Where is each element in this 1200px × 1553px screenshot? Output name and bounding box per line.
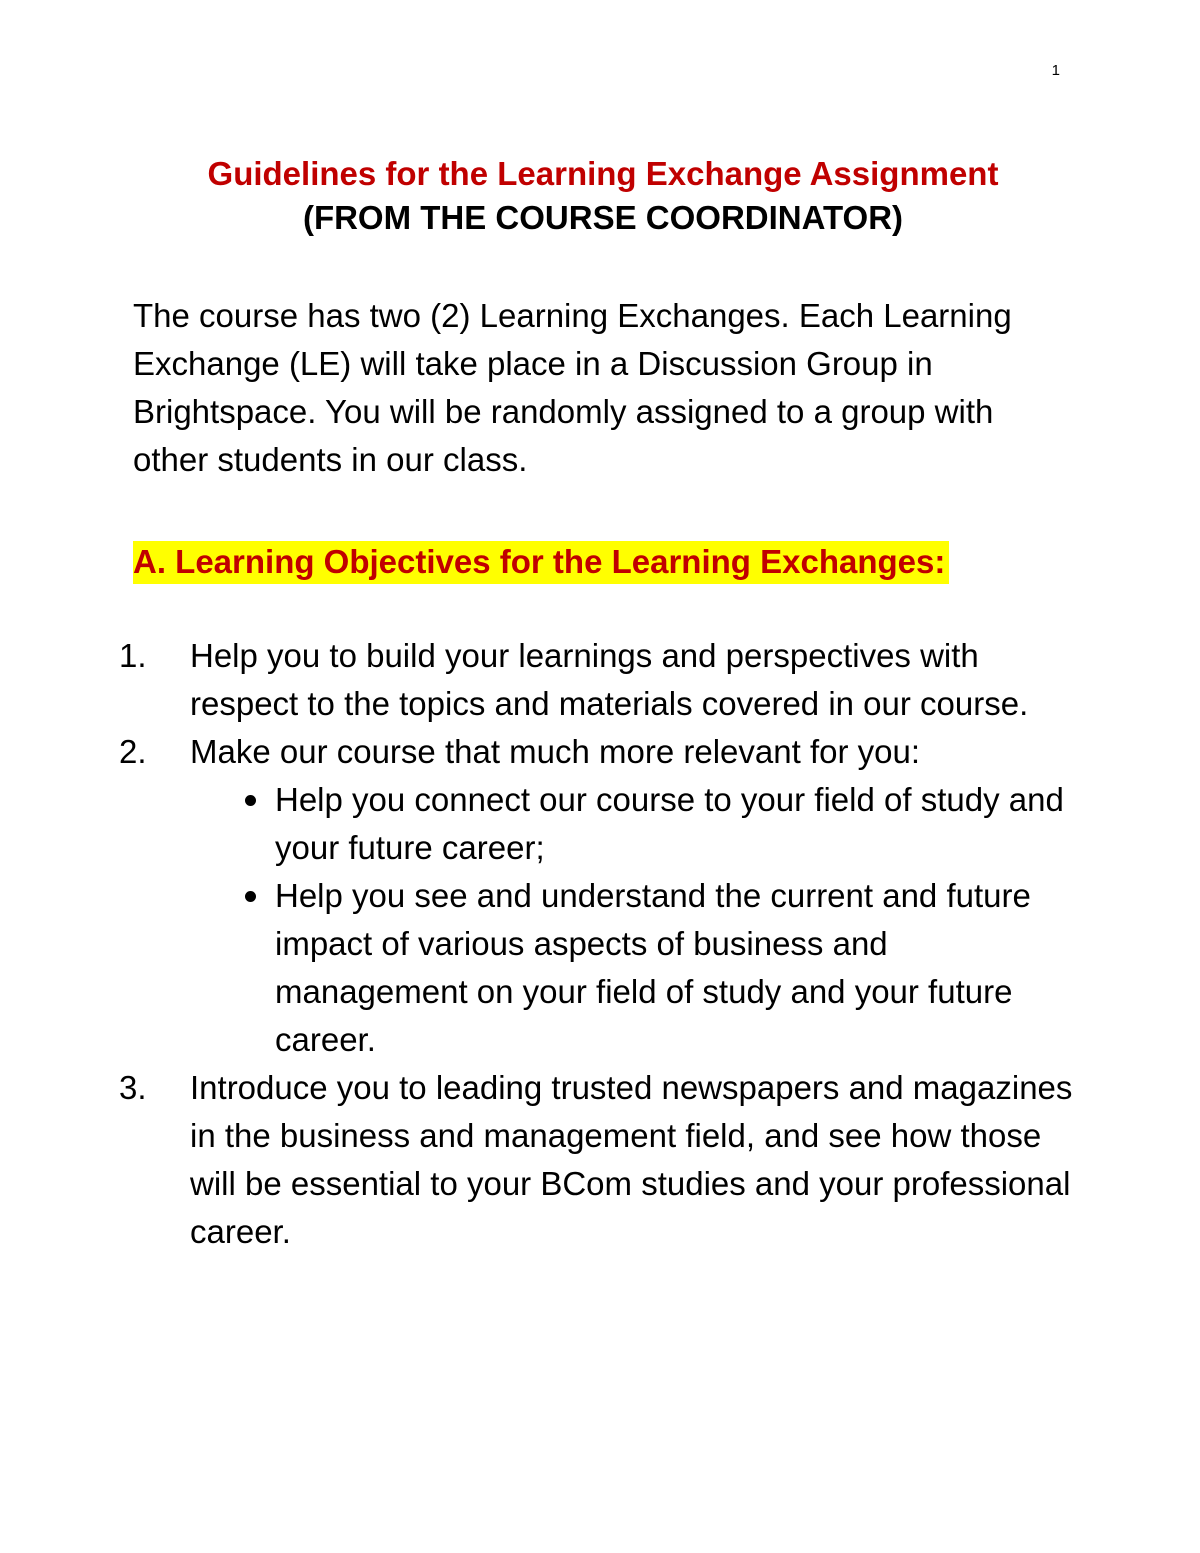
sub-item-2 <box>275 872 1073 1064</box>
sub-item-text: Help you see and understand the current and future impact of various aspects of business and management on your field of study and your future career. <box>275 877 1031 1058</box>
sub-item-1 <box>275 776 1073 872</box>
objective-text: Introduce you to leading trusted newspapers and magazines in the business and management field, and see how those will be essential to your BCom studies and your professional career. <box>190 1069 1073 1250</box>
objective-text: Help you to build your learnings and perspectives with respect to the topics and materials covered in our course. <box>190 637 1029 722</box>
bullet-icon <box>245 795 256 806</box>
bullet-icon <box>245 891 256 902</box>
objective-number: 2. <box>119 733 147 770</box>
objective-2-sublist <box>190 776 1073 1064</box>
page-number: 1 <box>1051 62 1060 79</box>
document-title <box>133 152 1073 240</box>
objective-item-2 <box>119 728 1073 1064</box>
objectives-list <box>119 632 1073 1256</box>
sub-item-text: Help you connect our course to your field of study and your future career; <box>275 781 1064 866</box>
title-subtitle: (FROM THE COURSE COORDINATOR) <box>302 199 904 236</box>
intro-paragraph: The course has two (2) Learning Exchanges. Each Learning Exchange (LE) will take place in a Discussion Group in Brightspace. You will be randomly assigned to a group with other students in our class. <box>133 297 1012 478</box>
section-a-heading-text: A. Learning Objectives for the Learning Exchanges: <box>133 541 949 584</box>
section-a-heading <box>133 538 1073 586</box>
document-body <box>119 152 1073 1256</box>
title-main: Guidelines for the Learning Exchange Assignment <box>207 155 999 192</box>
objective-item-3 <box>119 1064 1073 1256</box>
objective-item-1 <box>119 632 1073 728</box>
objective-text: Make our course that much more relevant for you: <box>190 733 920 770</box>
objective-number: 3. <box>119 1069 147 1106</box>
objective-number: 1. <box>119 637 147 674</box>
